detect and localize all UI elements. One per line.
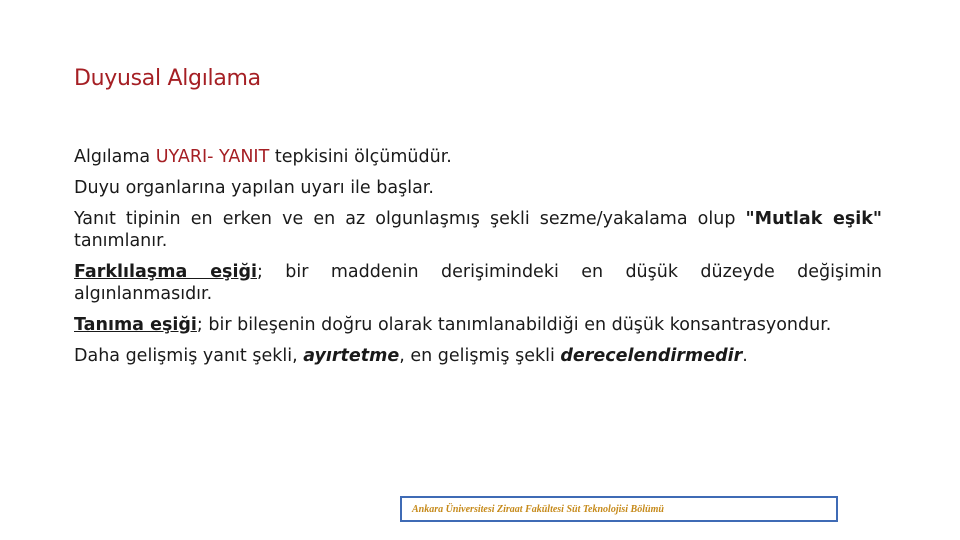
p3-text-a: Yanıt tipinin en erken ve en az olgunlaşmış şekli sezme/yakalama olup <box>74 209 746 229</box>
footer-box <box>400 496 838 522</box>
p6-text-e: . <box>742 346 748 366</box>
slide-body <box>74 146 882 376</box>
p3-text-c: tanımlanır. <box>74 231 168 251</box>
paragraph-6 <box>74 345 882 367</box>
p5-term: Tanıma eşiği <box>74 315 197 335</box>
slide-title: Duyusal Algılama <box>74 66 261 91</box>
p4-term: Farklılaşma eşiği <box>74 262 257 282</box>
p3-term: "Mutlak eşik" <box>745 209 882 229</box>
p6-term-2: derecelendirmedir <box>560 346 743 366</box>
footer-text: Ankara Üniversitesi Ziraat Fakültesi Süt Teknolojisi Bölümü <box>412 503 664 515</box>
paragraph-4 <box>74 261 882 305</box>
p6-text-c: , en gelişmiş şekli <box>399 346 561 366</box>
paragraph-3 <box>74 208 882 252</box>
p1-highlight: UYARI- YANIT <box>155 147 270 167</box>
paragraph-1 <box>74 146 882 168</box>
p5-text-b: ; bir bileşenin doğru olarak tanımlanabildiği en düşük konsantrasyondur. <box>196 315 832 335</box>
paragraph-2: Duyu organlarına yapılan uyarı ile başlar. <box>74 178 434 198</box>
p4-text-b: ; bir maddenin derişimindeki en düşük düzeyde değişimin algınlanmasıdır. <box>74 262 882 304</box>
p1-text-a: Algılama <box>74 147 156 167</box>
paragraph-5 <box>74 314 882 336</box>
p1-text-c: tepkisini ölçümüdür. <box>269 147 452 167</box>
p6-text-a: Daha gelişmiş yanıt şekli, <box>74 346 304 366</box>
p6-term-1: ayırtetme <box>303 346 400 366</box>
